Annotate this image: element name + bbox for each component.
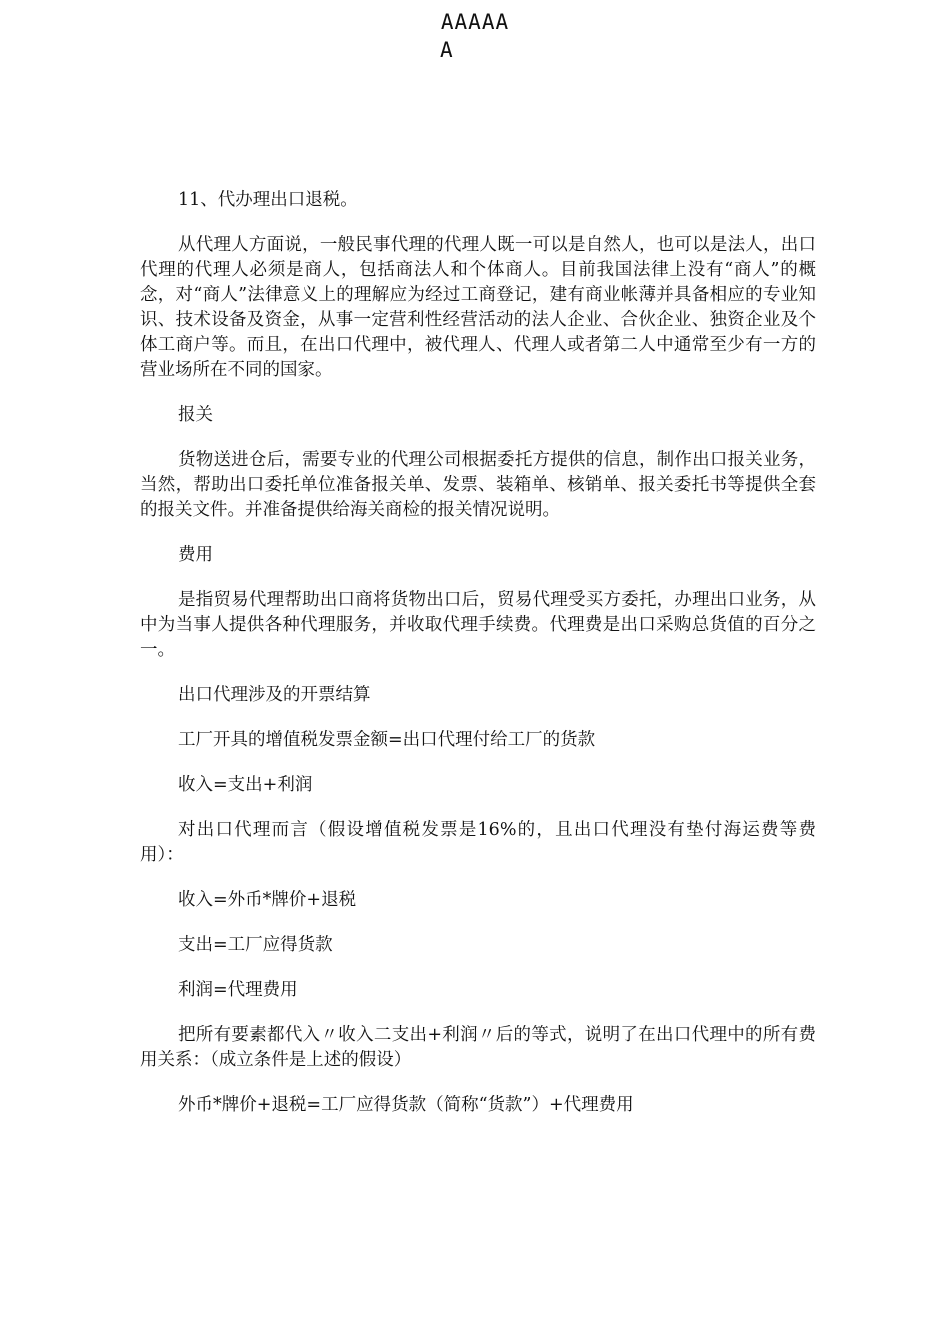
formula-income-detail: 收入=外币*牌价+退税 [178,890,357,910]
paragraph-fees: 是指贸易代理帮助出口商将货物出口后，贸易代理受买方委托，办理出口业务，从中为当事人提供各种代理服务，并收取代理手续费。代理费是出口采购总货值的百分之一。 [140,590,816,660]
formula-profit: 利润=代理费用 [178,980,298,1000]
formula-invoice-amount: 工厂开具的增值税发票金额=出口代理付给工厂的货款 [178,730,596,750]
header-line-1: AAAAA [440,10,510,34]
paragraph-agent-definition: 从代理人方面说，一般民事代理的代理人既一可以是自然人，也可以是法人，出口代理的代理人必须是商人，包括商法人和个体商人。目前我国法律上没有“商人”的概念，对“商人”法律意义上的理解应为经过工商登记，建有商业帐薄并具备相应的专业知识、技术设备及资金，从事一定营利性经营活动的法人企业、合伙企业、独资企业及个体工商户等。而且，在出口代理中，被代理人、代理人或者第二人中通常至少有一方的营业场所在不同的国家。 [140,235,816,380]
formula-expense: 支出=工厂应得货款 [178,935,333,955]
paragraph-heading-item-11: 11、代办理出口退税。 [178,190,358,210]
paragraph-substitution: 把所有要素都代入〃收入二支出+利润〃后的等式，说明了在出口代理中的所有费用关系：（成立条件是上述的假设） [140,1025,816,1070]
section-heading-fees: 费用 [178,545,213,565]
formula-final: 外币*牌价+退税=工厂应得货款（简称“货款”）+代理费用 [178,1095,634,1115]
document-body [140,188,816,1138]
section-heading-customs: 报关 [178,405,213,425]
page-header [0,8,950,64]
paragraph-assumption: 对出口代理而言（假设增值税发票是16%的，且出口代理没有垫付海运费等费用）： [140,820,816,865]
formula-income: 收入=支出+利润 [178,775,313,795]
section-heading-invoicing: 出口代理涉及的开票结算 [178,685,371,705]
paragraph-customs: 货物送进仓后，需要专业的代理公司根据委托方提供的信息，制作出口报关业务，当然，帮助出口委托单位准备报关单、发票、装箱单、核销单、报关委托书等提供全套的报关文件。并准备提供给海关商检的报关情况说明。 [140,450,816,520]
header-line-2: A [440,38,454,62]
